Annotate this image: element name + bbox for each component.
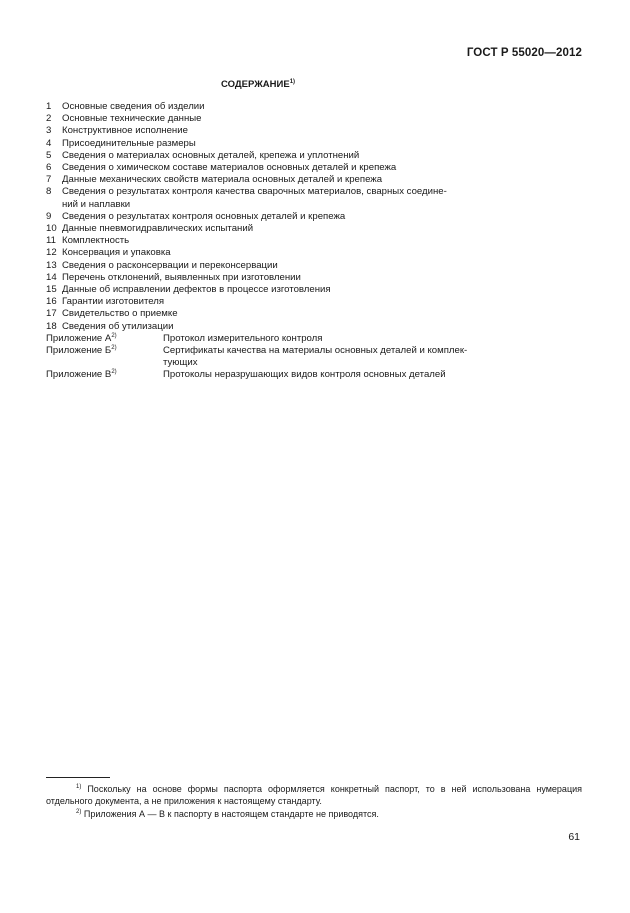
toc-item-number: 10: [46, 223, 57, 235]
toc-item: [46, 101, 586, 113]
appendix-title: Протокол измерительного контроля: [163, 332, 323, 344]
appendix-label-text: Приложение Б: [46, 345, 112, 357]
toc-item-number: 9: [46, 210, 52, 222]
toc-item: [46, 247, 586, 259]
toc-item-text: Основные технические данные: [62, 113, 202, 125]
toc-item-text: Присоединительные размеры: [62, 137, 196, 149]
appendix-title-continuation: тующих: [163, 357, 198, 369]
document-id-header: ГОСТ Р 55020—2012: [466, 47, 582, 59]
toc-appendix: [46, 369, 586, 381]
toc-item: [46, 174, 586, 186]
toc-item-text: Консервация и упаковка: [62, 247, 171, 259]
toc-item: [46, 284, 586, 296]
toc-item-number: 11: [46, 235, 56, 247]
page-number: 61: [568, 831, 580, 843]
toc-item-number: 12: [46, 247, 57, 259]
toc-title-text: СОДЕРЖАНИЕ: [221, 79, 290, 90]
toc-item-text: Сведения о расконсервации и переконсервации: [62, 259, 278, 271]
toc-item-number: 4: [46, 137, 52, 149]
footnote: [46, 808, 582, 820]
appendix-label: [46, 333, 163, 345]
toc-item: [46, 211, 586, 223]
toc-item: [46, 150, 586, 162]
toc-item: [46, 235, 586, 247]
toc-item-text: Сведения о результатах контроля качества сварочных материалов, сварных соедине-: [62, 186, 447, 198]
toc-item-text: Сведения о результатах контроля основных деталей и крепежа: [62, 210, 346, 222]
appendix-label-text: Приложение А: [46, 332, 112, 344]
toc-item-text: Данные механических свойств материала основных деталей и крепежа: [62, 174, 383, 186]
toc-item-text: Конструктивное исполнение: [62, 125, 188, 137]
appendix-title: Протоколы неразрушающих видов контроля основных деталей: [163, 369, 446, 381]
footnote-text: Приложения А — В к паспорту в настоящем стандарте не приводятся.: [81, 808, 379, 819]
appendix-footnote-mark: 2): [111, 345, 117, 352]
toc-item: [46, 125, 586, 137]
toc-item: [46, 223, 586, 235]
toc-item: [46, 308, 586, 320]
footnotes: [46, 783, 582, 820]
footnote-divider: [46, 777, 110, 778]
appendix-label: [46, 369, 163, 381]
toc-item-number: 1: [46, 101, 52, 112]
toc-item-number: 7: [46, 174, 52, 186]
appendix-footnote-mark: 2): [111, 332, 117, 339]
toc-item-continuation: ний и наплавки: [62, 198, 131, 210]
toc-item: [46, 186, 586, 198]
toc-item-number: 6: [46, 162, 52, 174]
toc-item-text: Данные об исправлении дефектов в процессе изготовления: [62, 284, 331, 296]
toc-item-number: 8: [46, 186, 52, 198]
toc-item-text: Перечень отклонений, выявленных при изготовлении: [62, 271, 301, 283]
toc-item: [46, 138, 586, 150]
appendix-label: [46, 345, 163, 357]
toc-appendix: [46, 333, 586, 345]
toc-item: [46, 272, 586, 284]
table-of-contents: [46, 101, 586, 382]
toc-item: [46, 321, 586, 333]
toc-item-text: Данные пневмогидравлических испытаний: [62, 223, 254, 235]
toc-item-text: Сведения об утилизации: [62, 320, 174, 332]
toc-appendix: [46, 345, 586, 357]
toc-item-text: Комплектность: [62, 235, 130, 247]
footnote-mark: 1): [76, 784, 82, 790]
toc-item-text: Сведения о химическом составе материалов основных деталей и крепежа: [62, 162, 397, 174]
toc-title: [221, 79, 295, 90]
toc-title-footnote-mark: 1): [289, 79, 296, 85]
toc-item-text: Основные сведения об изделии: [62, 101, 205, 112]
toc-item-number: 14: [46, 271, 57, 283]
toc-item-number: 3: [46, 125, 52, 137]
toc-item-text: Свидетельство о приемке: [62, 308, 178, 320]
toc-item-number: 17: [46, 308, 57, 320]
toc-item-text: Сведения о материалах основных деталей, крепежа и уплотнений: [62, 149, 360, 161]
appendix-title: Сертификаты качества на материалы основных деталей и комплек-: [163, 345, 468, 357]
toc-item: [46, 260, 586, 272]
appendix-footnote-mark: 2): [111, 369, 117, 376]
toc-item-number: 16: [46, 296, 57, 308]
footnote-mark: 2): [76, 808, 82, 815]
footnote-text: Поскольку на основе формы паспорта оформляется конкретный паспорт, то в ней использована нумерация отдельного документа, а не приложения к настоящему стандарту.: [46, 784, 582, 807]
toc-item-text: Гарантии изготовителя: [62, 296, 165, 308]
toc-item-number: 2: [46, 113, 52, 125]
toc-item-number: 5: [46, 149, 52, 161]
toc-item: [46, 113, 586, 125]
footnote: [46, 783, 582, 808]
toc-item-number: 13: [46, 259, 57, 271]
toc-item-number: 15: [46, 284, 57, 296]
toc-item-number: 18: [46, 320, 57, 332]
toc-item: [46, 162, 586, 174]
appendix-label-text: Приложение В: [46, 369, 112, 381]
toc-item: [46, 296, 586, 308]
